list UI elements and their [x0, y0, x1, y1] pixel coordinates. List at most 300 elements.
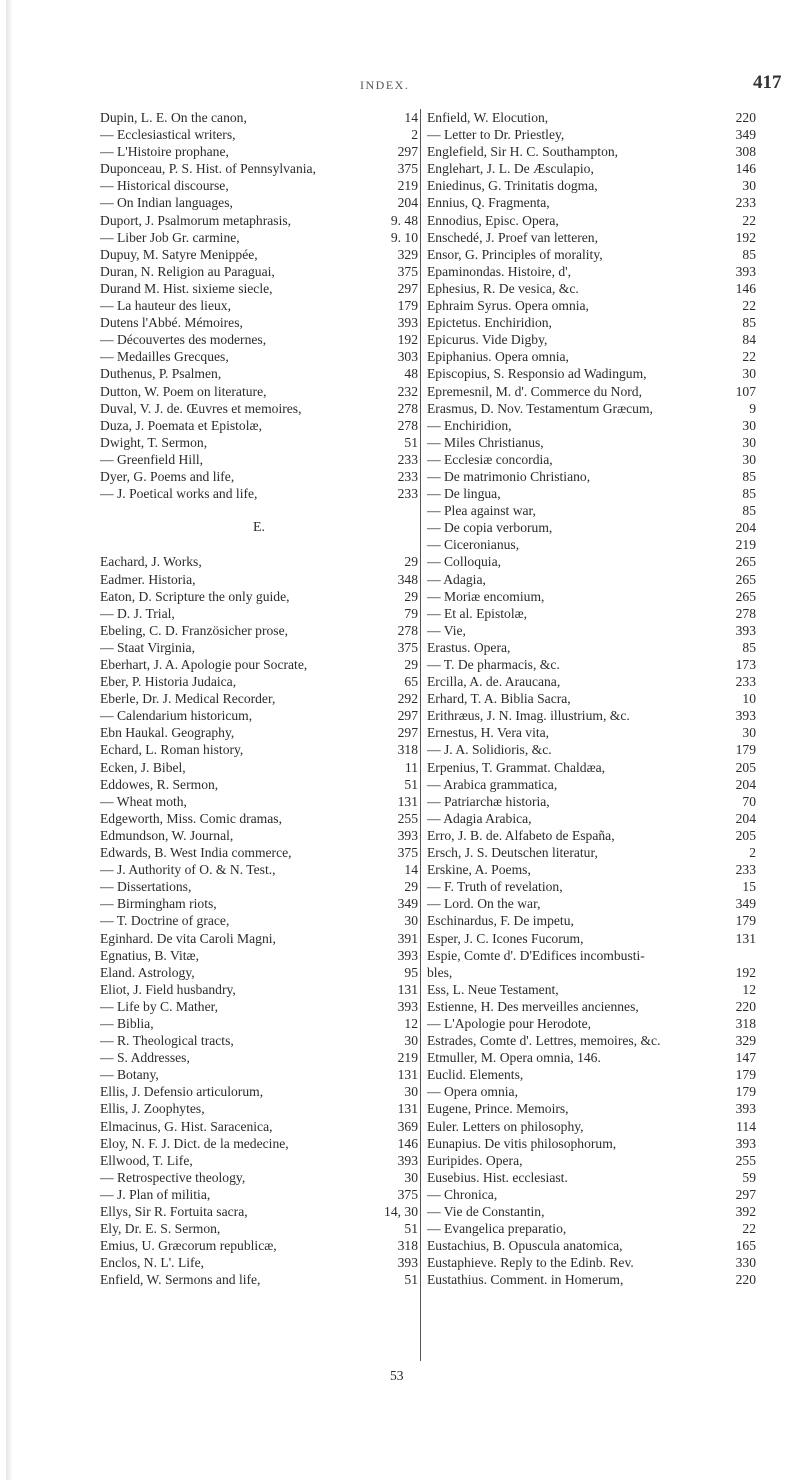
entry-page: 51: [404, 1272, 418, 1288]
entry-page: 297: [397, 708, 418, 724]
entry-page: 393: [735, 263, 756, 279]
index-entry: [100, 810, 418, 827]
entry-page: 79: [404, 605, 418, 621]
entry-title: Edmundson, W. Journal,: [100, 827, 234, 843]
index-group-d: [100, 109, 418, 502]
entry-title: Eddowes, R. Sermon,: [100, 776, 219, 792]
entry-page: 297: [735, 1186, 756, 1202]
entry-page: 85: [742, 639, 756, 655]
entry-page: 205: [735, 827, 756, 843]
index-entry: [100, 246, 418, 263]
entry-page: 179: [735, 1067, 756, 1083]
page-edge-shadow: [6, 0, 12, 1480]
entry-title: Ess, L. Neue Testament,: [427, 981, 559, 997]
entry-title: Dyer, G. Poems and life,: [100, 468, 235, 484]
index-entry: [427, 126, 756, 143]
entry-page: 278: [397, 622, 418, 638]
index-entry: [427, 400, 756, 417]
entry-title: Enfield, W. Sermons and life,: [100, 1272, 261, 1288]
entry-title: Ennius, Q. Fragmenta,: [427, 195, 550, 211]
entry-title: — Moriæ encomium,: [427, 588, 545, 604]
entry-title: Duza, J. Poemata et Epistolæ,: [100, 417, 262, 433]
index-entry: [427, 536, 756, 553]
index-entry: [100, 1015, 418, 1032]
entry-page: 375: [397, 639, 418, 655]
index-entry: [100, 656, 418, 673]
entry-page: 29: [404, 657, 418, 673]
index-entry: [100, 1083, 418, 1100]
index-entry: [100, 468, 418, 485]
entry-page: 14, 30: [384, 1204, 418, 1220]
entry-title: — Medailles Grecques,: [100, 349, 229, 365]
entry-title: Duran, N. Religion au Paraguai,: [100, 263, 275, 279]
index-entry: [100, 297, 418, 314]
index-entry: [427, 1100, 756, 1117]
index-entry: [100, 673, 418, 690]
entry-page: 265: [735, 554, 756, 570]
entry-page: 29: [404, 554, 418, 570]
entry-title: Enfield, W. Elocution,: [427, 110, 549, 125]
entry-page: 393: [397, 1255, 418, 1271]
entry-title: Ensor, G. Principles of morality,: [427, 246, 603, 262]
entry-page: 30: [742, 725, 756, 741]
entry-title: Euripides. Opera,: [427, 1152, 523, 1168]
entry-page: 393: [735, 708, 756, 724]
entry-title: Ellis, J. Zoophytes,: [100, 1101, 205, 1117]
entry-title: Estrades, Comte d'. Lettres, memoires, &c.: [427, 1033, 661, 1049]
index-entry: [100, 177, 418, 194]
index-entry: [427, 656, 756, 673]
index-entry: [427, 690, 756, 707]
entry-page: 393: [735, 1101, 756, 1117]
entry-page: 292: [397, 691, 418, 707]
index-entry: [427, 194, 756, 211]
entry-page: 393: [397, 998, 418, 1014]
entry-page: 233: [397, 451, 418, 467]
entry-title: Epictetus. Enchiridion,: [427, 315, 552, 331]
entry-page: 220: [735, 110, 756, 125]
index-entry: [100, 1186, 418, 1203]
entry-page: 349: [397, 896, 418, 912]
index-entry: [427, 878, 756, 895]
entry-page: 204: [397, 195, 418, 211]
entry-page: 85: [742, 503, 756, 519]
entry-title: Emius, U. Græcorum republicæ,: [100, 1238, 277, 1254]
entry-page: 10: [742, 691, 756, 707]
entry-title: — T. Doctrine of grace,: [100, 913, 230, 929]
entry-page: 393: [397, 827, 418, 843]
entry-title: — Ecclesiæ concordia,: [427, 451, 553, 467]
entry-title: Duval, V. J. de. Œuvres et memoires,: [100, 400, 302, 416]
index-entry: [427, 673, 756, 690]
entry-title: Episcopius, S. Responsio ad Wadingum,: [427, 366, 647, 382]
index-entry: [100, 707, 418, 724]
entry-title: Eliot, J. Field husbandry,: [100, 981, 236, 997]
entry-page: 375: [397, 845, 418, 861]
entry-page: 22: [742, 212, 756, 228]
index-entry: [427, 861, 756, 878]
index-entry: [427, 229, 756, 246]
index-entry: [100, 1049, 418, 1066]
entry-page: 278: [735, 605, 756, 621]
entry-title: Eland. Astrology,: [100, 964, 195, 980]
entry-title: Ephesius, R. De vesica, &c.: [427, 280, 579, 296]
index-entry: [100, 981, 418, 998]
index-entry: [100, 1169, 418, 1186]
entry-page: 219: [397, 178, 418, 194]
entry-title: Espie, Comte d'. D'Edifices incombusti-: [427, 947, 645, 963]
entry-page: 131: [735, 930, 756, 946]
entry-page: 179: [397, 298, 418, 314]
index-entry: [100, 844, 418, 861]
entry-title: Edgeworth, Miss. Comic dramas,: [100, 810, 282, 826]
index-entry: [427, 297, 756, 314]
index-entry: [427, 365, 756, 382]
entry-page: 233: [397, 468, 418, 484]
entry-title: Euclid. Elements,: [427, 1067, 524, 1083]
entry-title: Dutton, W. Poem on literature,: [100, 383, 267, 399]
entry-title: Eustathius. Comment. in Homerum,: [427, 1272, 624, 1288]
index-entry: [100, 263, 418, 280]
entry-page: 204: [735, 520, 756, 536]
entry-title: Ecken, J. Bibel,: [100, 759, 186, 775]
index-entry: [100, 724, 418, 741]
entry-title: Erasmus, D. Nov. Testamentum Græcum,: [427, 400, 653, 416]
entry-page: 330: [735, 1255, 756, 1271]
entry-title: — T. De pharmacis, &c.: [427, 657, 560, 672]
entry-page: 30: [742, 434, 756, 450]
index-entry: [100, 947, 418, 964]
entry-title: Epiphanius. Opera omnia,: [427, 349, 569, 365]
index-entry: [100, 605, 418, 622]
entry-page: 393: [397, 947, 418, 963]
index-entry: [427, 1032, 756, 1049]
entry-page: 84: [742, 332, 756, 348]
index-entry: [100, 365, 418, 382]
entry-title: Erpenius, T. Grammat. Chaldæa,: [427, 759, 606, 775]
index-entry: [427, 981, 756, 998]
entry-title: Eustachius, B. Opuscula anatomica,: [427, 1238, 623, 1254]
entry-title: — Greenfield Hill,: [100, 451, 204, 467]
entry-page: 375: [397, 161, 418, 177]
index-entry: [100, 878, 418, 895]
entry-title: — Ecclesiastical writers,: [100, 127, 236, 143]
entry-title: Euler. Letters on philosophy,: [427, 1118, 584, 1134]
entry-page: 233: [735, 862, 756, 878]
entry-page: 147: [735, 1050, 756, 1066]
index-entry: [100, 827, 418, 844]
index-entry: [100, 571, 418, 588]
entry-title: Epaminondas. Histoire, d',: [427, 263, 572, 279]
entry-page: 233: [735, 195, 756, 211]
entry-title: — Ciceronianus,: [427, 537, 520, 553]
entry-title: Echard, L. Roman history,: [100, 742, 244, 758]
entry-page: 2: [411, 127, 418, 143]
entry-title: — Evangelica preparatio,: [427, 1221, 567, 1237]
entry-page: 265: [735, 588, 756, 604]
index-entry: [427, 844, 756, 861]
entry-title: Elmacinus, G. Hist. Saracenica,: [100, 1118, 273, 1134]
entry-title: — Wheat moth,: [100, 793, 187, 809]
entry-title: Eachard, J. Works,: [100, 554, 202, 570]
index-entry: [427, 1271, 756, 1288]
entry-title: — Staat Virginia,: [100, 639, 195, 655]
entry-title: Eloy, N. F. J. Dict. de la medecine,: [100, 1135, 289, 1151]
index-entry: [100, 383, 418, 400]
entry-title: — On Indian languages,: [100, 195, 233, 211]
entry-title: Eunapius. De vitis philosophorum,: [427, 1135, 617, 1151]
entry-title: — Letter to Dr. Priestley,: [427, 127, 565, 143]
entry-page: 375: [397, 1186, 418, 1202]
index-entry: [427, 810, 756, 827]
entry-page: 22: [742, 349, 756, 365]
entry-title: — Adagia Arabica,: [427, 810, 532, 826]
entry-page: 70: [742, 793, 756, 809]
index-entry: [427, 1049, 756, 1066]
entry-page: 349: [735, 127, 756, 143]
entry-title: Ebeling, C. D. Französicher prose,: [100, 622, 289, 638]
index-entry: [427, 177, 756, 194]
entry-title: Englefield, Sir H. C. Southampton,: [427, 144, 619, 160]
entry-page: 297: [397, 725, 418, 741]
entry-page: 179: [735, 1084, 756, 1100]
right-column: [420, 109, 756, 1361]
index-entry: [427, 724, 756, 741]
index-entry: [427, 383, 756, 400]
entry-title: — Patriarchæ historia,: [427, 793, 550, 809]
index-entry: [427, 1083, 756, 1100]
index-entry: [100, 1066, 418, 1083]
index-entry: [427, 827, 756, 844]
index-entry: [100, 348, 418, 365]
entry-title: Enclos, N. L'. Life,: [100, 1255, 204, 1271]
entry-page: 392: [735, 1204, 756, 1219]
index-entry: [100, 417, 418, 434]
entry-page: 204: [735, 776, 756, 792]
running-head: INDEX.: [360, 78, 410, 92]
index-entry: [427, 1203, 756, 1220]
entry-title: — Biblia,: [100, 1015, 154, 1031]
entry-title: Erskine, A. Poems,: [427, 862, 531, 878]
entry-page: 51: [404, 1221, 418, 1237]
entry-page: 131: [397, 1067, 418, 1083]
entry-title: — J. A. Solidioris, &c.: [427, 742, 552, 758]
index-entry: [100, 1254, 418, 1271]
entry-title: bles,: [427, 964, 453, 980]
entry-title: Eugene, Prince. Memoirs,: [427, 1101, 569, 1117]
index-entry: [100, 776, 418, 793]
index-entry: [427, 741, 756, 758]
entry-page: 131: [397, 981, 418, 997]
entry-page: 391: [397, 930, 418, 946]
index-entry: [100, 400, 418, 417]
index-entry: [427, 622, 756, 639]
entry-title: Eschinardus, F. De impetu,: [427, 913, 574, 929]
entry-title: Eusebius. Hist. ecclesiast.: [427, 1169, 568, 1185]
index-entry: [100, 229, 418, 246]
index-entry: [427, 553, 756, 570]
entry-page: 30: [742, 366, 756, 382]
entry-title: — J. Authority of O. & N. Test.,: [100, 862, 276, 878]
index-entry: [100, 1203, 418, 1220]
entry-title: Ernestus, H. Vera vita,: [427, 725, 550, 741]
entry-title: — Plea against war,: [427, 503, 536, 519]
entry-title: — Life by C. Mather,: [100, 998, 218, 1014]
entry-title: — Et al. Epistolæ,: [427, 605, 528, 621]
entry-page: 22: [742, 298, 756, 314]
entry-title: Eustaphieve. Reply to the Edinb. Rev.: [427, 1255, 634, 1271]
index-entry: [427, 417, 756, 434]
entry-title: Eniedinus, G. Trinitatis dogma,: [427, 178, 598, 194]
entry-page: 205: [735, 759, 756, 775]
entry-page: 393: [397, 315, 418, 331]
entry-page: 65: [404, 674, 418, 690]
entry-page: 114: [736, 1118, 756, 1134]
entry-title: — J. Plan of militia,: [100, 1186, 211, 1202]
index-entry: [427, 588, 756, 605]
entry-title: Erro, J. B. de. Alfabeto de España,: [427, 827, 615, 843]
index-entry: [100, 895, 418, 912]
entry-title: Ersch, J. S. Deutschen literatur,: [427, 845, 598, 861]
index-entry: [100, 622, 418, 639]
entry-title: — Chronica,: [427, 1186, 498, 1202]
entry-page: 15: [742, 879, 756, 895]
entry-title: — Découvertes des modernes,: [100, 332, 267, 348]
entry-page: 85: [742, 486, 756, 502]
entry-title: Dupin, L. E. On the canon,: [100, 110, 247, 125]
entry-page: 2: [749, 845, 756, 861]
index-entry: [100, 998, 418, 1015]
index-entry: [427, 246, 756, 263]
entry-title: — F. Truth of revelation,: [427, 879, 563, 895]
index-entry: [100, 160, 418, 177]
index-entry: [100, 109, 418, 126]
entry-title: — Birmingham riots,: [100, 896, 217, 912]
index-entry: [427, 998, 756, 1015]
entry-page: 14: [404, 862, 418, 878]
entry-title: Estienne, H. Des merveilles anciennes,: [427, 998, 639, 1014]
index-entry: [427, 1135, 756, 1152]
entry-title: Ephraim Syrus. Opera omnia,: [427, 298, 589, 314]
entry-title: Erhard, T. A. Biblia Sacra,: [427, 691, 571, 707]
entry-page: 107: [735, 383, 756, 399]
index-entry: [100, 759, 418, 776]
index-entry: [100, 1118, 418, 1135]
index-entry: [427, 571, 756, 588]
index-entry: [100, 1152, 418, 1169]
index-entry: [100, 485, 418, 502]
index-entry: [427, 895, 756, 912]
index-entry: [100, 1237, 418, 1254]
index-group-right: [427, 109, 756, 1288]
entry-page: 233: [735, 674, 756, 690]
entry-title: — Botany,: [100, 1067, 159, 1083]
entry-page: 204: [735, 810, 756, 826]
entry-title: — La hauteur des lieux,: [100, 298, 231, 314]
entry-title: Durand M. Hist. sixieme siecle,: [100, 280, 273, 296]
entry-page: 348: [397, 571, 418, 587]
index-entry: [100, 1271, 418, 1288]
entry-page: 219: [397, 1050, 418, 1066]
entry-title: — Colloquia,: [427, 554, 502, 570]
entry-page: 30: [742, 178, 756, 194]
entry-title: — Dissertations,: [100, 879, 192, 895]
index-entry: [427, 707, 756, 724]
index-entry: [427, 912, 756, 929]
entry-title: Duponceau, P. S. Hist. of Pennsylvania,: [100, 161, 316, 177]
entry-title: Dwight, T. Sermon,: [100, 434, 208, 450]
index-entry: [100, 143, 418, 160]
index-entry: [100, 212, 418, 229]
index-entry: [100, 741, 418, 758]
entry-title: — Adagia,: [427, 571, 486, 587]
entry-page: 393: [735, 1135, 756, 1151]
index-entry: [100, 930, 418, 947]
entry-title: Ely, Dr. E. S. Sermon,: [100, 1221, 221, 1237]
entry-title: — Enchiridion,: [427, 417, 512, 433]
entry-page: 95: [404, 964, 418, 980]
entry-title: — S. Addresses,: [100, 1050, 190, 1066]
entry-page: 349: [735, 896, 756, 912]
entry-page: 9: [749, 400, 756, 416]
page-number: 417: [753, 72, 782, 93]
entry-title: Edwards, B. West India commerce,: [100, 845, 292, 861]
index-entry: [100, 690, 418, 707]
entry-title: Dutens l'Abbé. Mémoires,: [100, 315, 243, 331]
entry-page: 30: [742, 417, 756, 433]
entry-page: 318: [397, 1238, 418, 1254]
entry-title: — Vie,: [427, 622, 466, 638]
entry-page: 146: [735, 280, 756, 296]
index-entry: [100, 434, 418, 451]
index-entry: [427, 1237, 756, 1254]
entry-title: — Lord. On the war,: [427, 896, 541, 912]
index-entry: [100, 964, 418, 981]
entry-page: 220: [735, 998, 756, 1014]
index-entry: [427, 434, 756, 451]
index-entry: [427, 451, 756, 468]
index-entry: [427, 793, 756, 810]
entry-page: 51: [404, 434, 418, 450]
entry-page: 29: [404, 879, 418, 895]
entry-title: Etmuller, M. Opera omnia, 146.: [427, 1050, 601, 1066]
entry-page: 22: [742, 1221, 756, 1237]
entry-title: Epremesnil, M. d'. Commerce du Nord,: [427, 383, 642, 399]
entry-page: 393: [397, 1152, 418, 1168]
index-entry: [100, 280, 418, 297]
entry-page: 59: [742, 1169, 756, 1185]
index-entry: [427, 1254, 756, 1271]
entry-page: 297: [397, 144, 418, 160]
entry-title: Duthenus, P. Psalmen,: [100, 366, 222, 382]
index-entry: [427, 331, 756, 348]
entry-page: 278: [397, 417, 418, 433]
index-entry: [100, 314, 418, 331]
entry-title: — De matrimonio Christiano,: [427, 468, 591, 484]
entry-title: Eberhart, J. A. Apologie pour Socrate,: [100, 657, 308, 673]
entry-title: Esper, J. C. Icones Fucorum,: [427, 930, 584, 946]
entry-page: 220: [735, 1272, 756, 1288]
index-entry: [427, 776, 756, 793]
entry-title: Dupuy, M. Satyre Menippée,: [100, 246, 258, 262]
index-entry: [427, 519, 756, 536]
entry-page: 30: [404, 913, 418, 929]
entry-page: 318: [735, 1015, 756, 1031]
entry-page: 192: [397, 332, 418, 348]
entry-page: 233: [397, 486, 418, 502]
entry-page: 255: [735, 1152, 756, 1168]
entry-title: Ellwood, T. Life,: [100, 1152, 193, 1168]
